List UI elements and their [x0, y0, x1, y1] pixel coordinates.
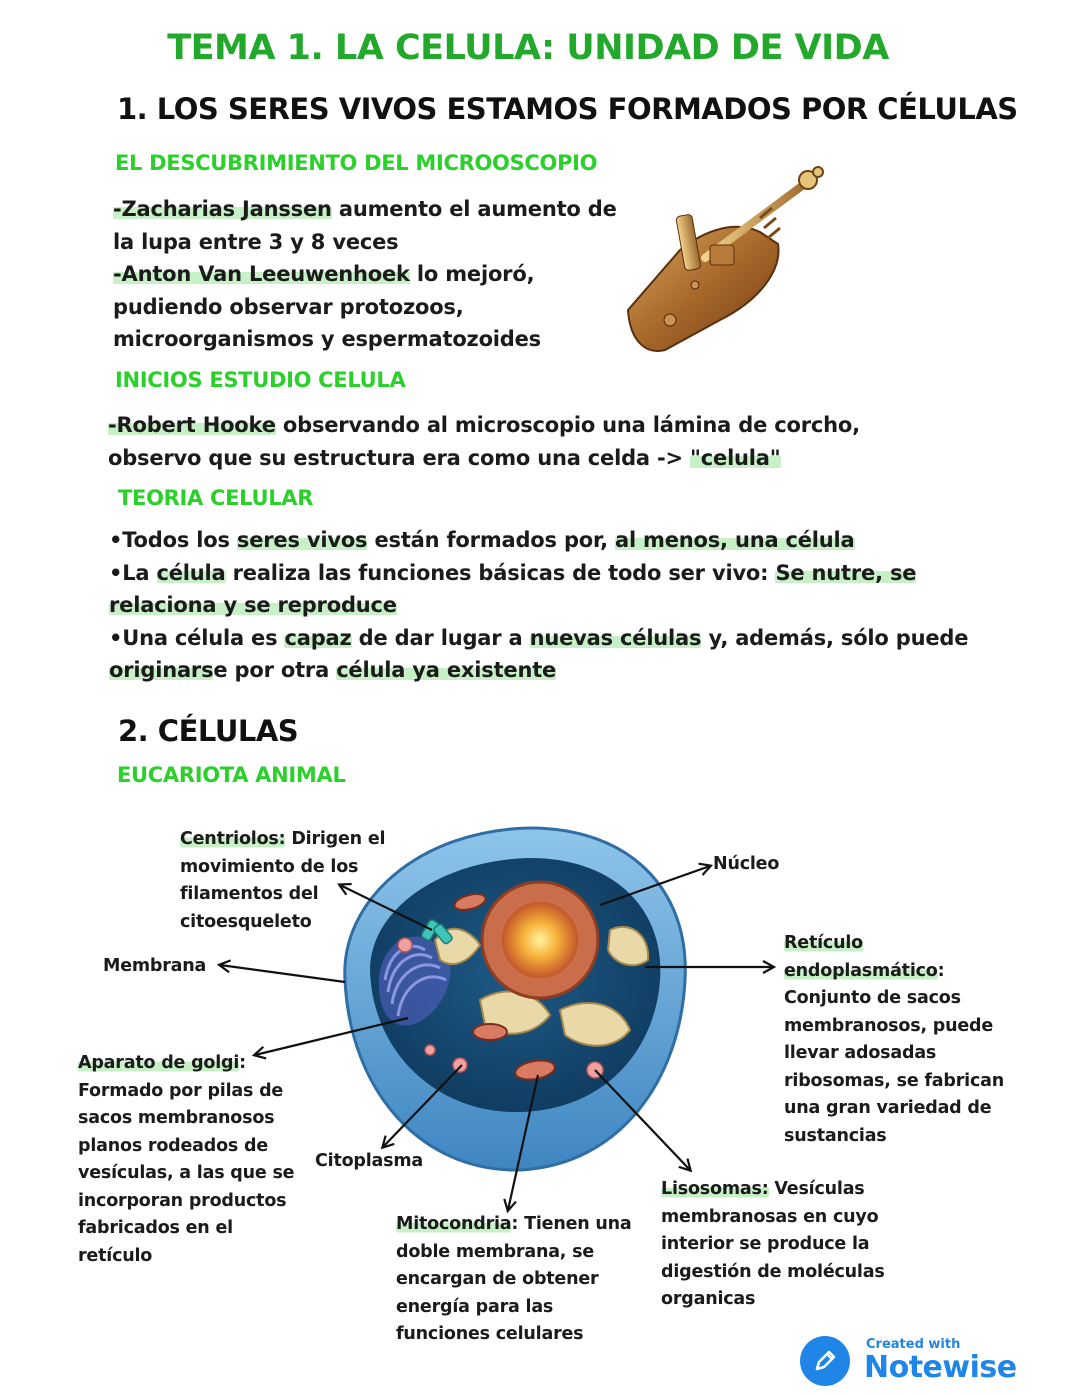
label-reticulo: Retículo endoplasmático: Conjunto de sacos membranosos, puede llevar adosadas ribosomas, se fabrican una gran variedad de sustancias	[784, 933, 1005, 1146]
teoria-heading: TEORIA CELULAR	[118, 486, 314, 510]
eucariota-heading: EUCARIOTA ANIMAL	[117, 763, 346, 787]
label-golgi: Aparato de golgi: Formado por pilas de sacos membranosos planos rodeados de vesículas, a las que se incorporan productos fabricados en el retículo	[78, 1053, 295, 1266]
arrow-nucleo	[600, 866, 710, 905]
label-lisosomas: Lisosomas: Vesículas membranosas en cuyo interior se produce la digestión de moléculas organicas	[661, 1179, 885, 1309]
page-title: TEMA 1. LA CELULA: UNIDAD DE VIDA	[167, 28, 889, 68]
microscope-heading: EL DESCUBRIMIENTO DEL MICROOSCOPIO	[115, 151, 598, 175]
label-mitocondria: Mitocondria: Tienen una doble membrana, se encargan de obtener energía para las funciones celulares	[396, 1214, 632, 1344]
section-2-heading: 2. CÉLULAS	[118, 714, 299, 748]
microscope-text: -Zacharias Janssen aumento el aumento de la lupa entre 3 y 8 veces -Anton Van Leeuwenhoek lo mejoró, pudiendo observar protozoos, microorganismos y espermatozoides	[113, 197, 617, 351]
teoria-bullet-2: •La célula realiza las funciones básicas de todo ser vivo: Se nutre, se	[109, 560, 917, 585]
label-citoplasma: Citoplasma	[315, 1151, 424, 1171]
notewise-logo	[800, 1336, 850, 1386]
highlight-janssen: -Zacharias Janssen	[113, 197, 332, 221]
arrow-citoplasma	[383, 1065, 462, 1147]
highlight-celula: "celula"	[690, 445, 781, 470]
notewise-badge[interactable]	[800, 1333, 1040, 1389]
arrow-lisosomas	[595, 1070, 690, 1170]
badge-brand: Notewise	[864, 1350, 1017, 1385]
highlight-hooke: -Robert Hooke	[108, 413, 276, 437]
badge-created-with: Created with	[866, 1337, 961, 1352]
teoria-text: •Todos los seres vivos están formados por, al menos, una célula •La célula realiza las funciones básicas de todo ser vivo: Se nutre, se relaciona y se reproduce •Una célula es capaz de dar lugar a nuevas células y, además, sólo puede originarse por otra célula ya existente	[109, 524, 1049, 687]
inicios-heading: INICIOS ESTUDIO CELULA	[115, 368, 406, 392]
inicios-text: -Robert Hooke observando al microscopio una lámina de corcho, observo que su estructura era como una celda -> "celula"	[108, 413, 860, 470]
arrow-membrana	[220, 965, 345, 982]
label-membrana: Membrana	[103, 956, 207, 976]
pencil-icon	[811, 1347, 839, 1375]
label-nucleo: Núcleo	[713, 854, 780, 874]
label-centriolos: Centriolos: Dirigen el movimiento de los filamentos del citoesqueleto	[180, 829, 386, 932]
section-1-heading: 1. LOS SERES VIVOS ESTAMOS FORMADOS POR CÉLULAS	[117, 92, 1018, 126]
teoria-bullet-3: •Una célula es capaz de dar lugar a nuevas células y, además, sólo puede	[109, 625, 969, 650]
arrow-mitocondria	[508, 1075, 538, 1210]
teoria-bullet-1: •Todos los seres vivos están formados por, al menos, una célula	[109, 528, 855, 552]
highlight-leeuwenhoek: -Anton Van Leeuwenhoek	[113, 262, 410, 286]
